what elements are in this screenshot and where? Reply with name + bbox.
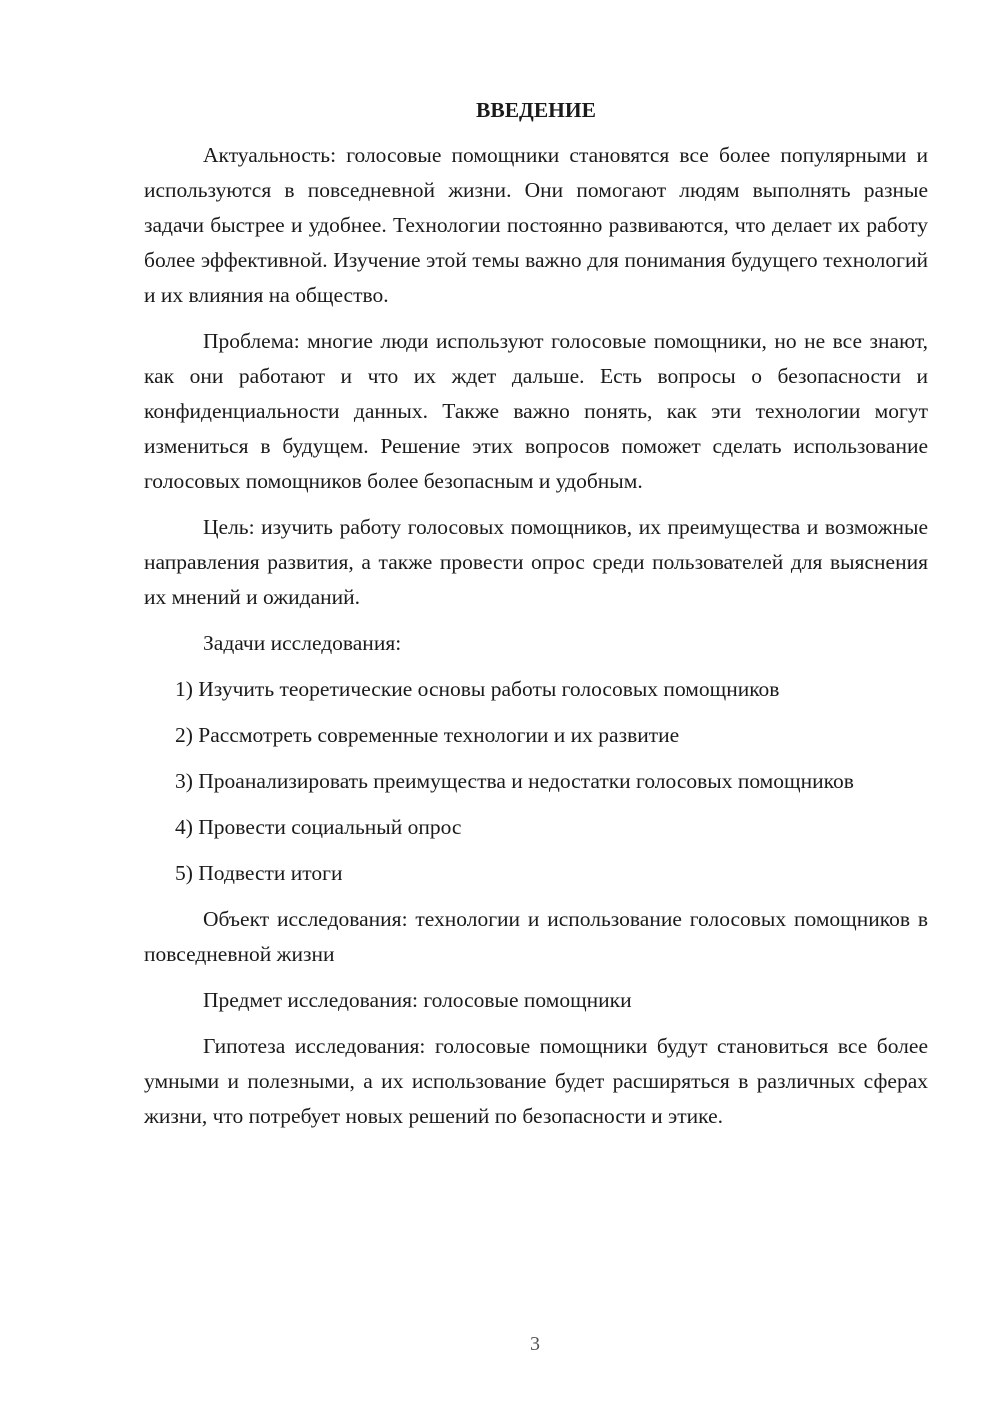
page-content — [144, 94, 928, 1145]
task-item: 1) Изучить теоретические основы работы голосовых помощников — [175, 677, 780, 701]
task-item: 4) Провести социальный опрос — [175, 815, 462, 839]
section-title: ВВЕДЕНИЕ — [476, 98, 596, 122]
page-number: 3 — [530, 1333, 540, 1355]
goal-paragraph: Цель: изучить работу голосовых помощников, их преимущества и возможные направления развития, а также провести опрос среди пользователей для выяснения их мнений и ожиданий. — [144, 515, 928, 609]
tasks-heading: Задачи исследования: — [203, 631, 402, 655]
task-item: 5) Подвести итоги — [175, 861, 343, 885]
task-item: 3) Проанализировать преимущества и недостатки голосовых помощников — [175, 769, 854, 793]
task-item: 2) Рассмотреть современные технологии и их развитие — [175, 723, 680, 747]
problem-paragraph: Проблема: многие люди используют голосовые помощники, но не все знают, как они работают и что их ждет дальше. Есть вопросы о безопасности и конфиденциальности данных. Также важно понять, как эти технологии могут измениться в будущем. Решение этих вопросов поможет сделать использование голосовых помощников более безопасным и удобным. — [144, 329, 928, 493]
relevance-paragraph: Актуальность: голосовые помощники становятся все более популярными и используются в повседневной жизни. Они помогают людям выполнять разные задачи быстрее и удобнее. Технологии постоянно развиваются, что делает их работу более эффективной. Изучение этой темы важно для понимания будущего технологий и их влияния на общество. — [144, 143, 928, 307]
subject-paragraph: Предмет исследования: голосовые помощники — [203, 988, 632, 1012]
hypothesis-paragraph: Гипотеза исследования: голосовые помощники будут становиться все более умными и полезными, а их использование будет расширяться в различных сферах жизни, что потребует новых решений по безопасности и этике. — [144, 1034, 928, 1128]
object-paragraph: Объект исследования: технологии и использование голосовых помощников в повседневной жизни — [144, 907, 928, 966]
